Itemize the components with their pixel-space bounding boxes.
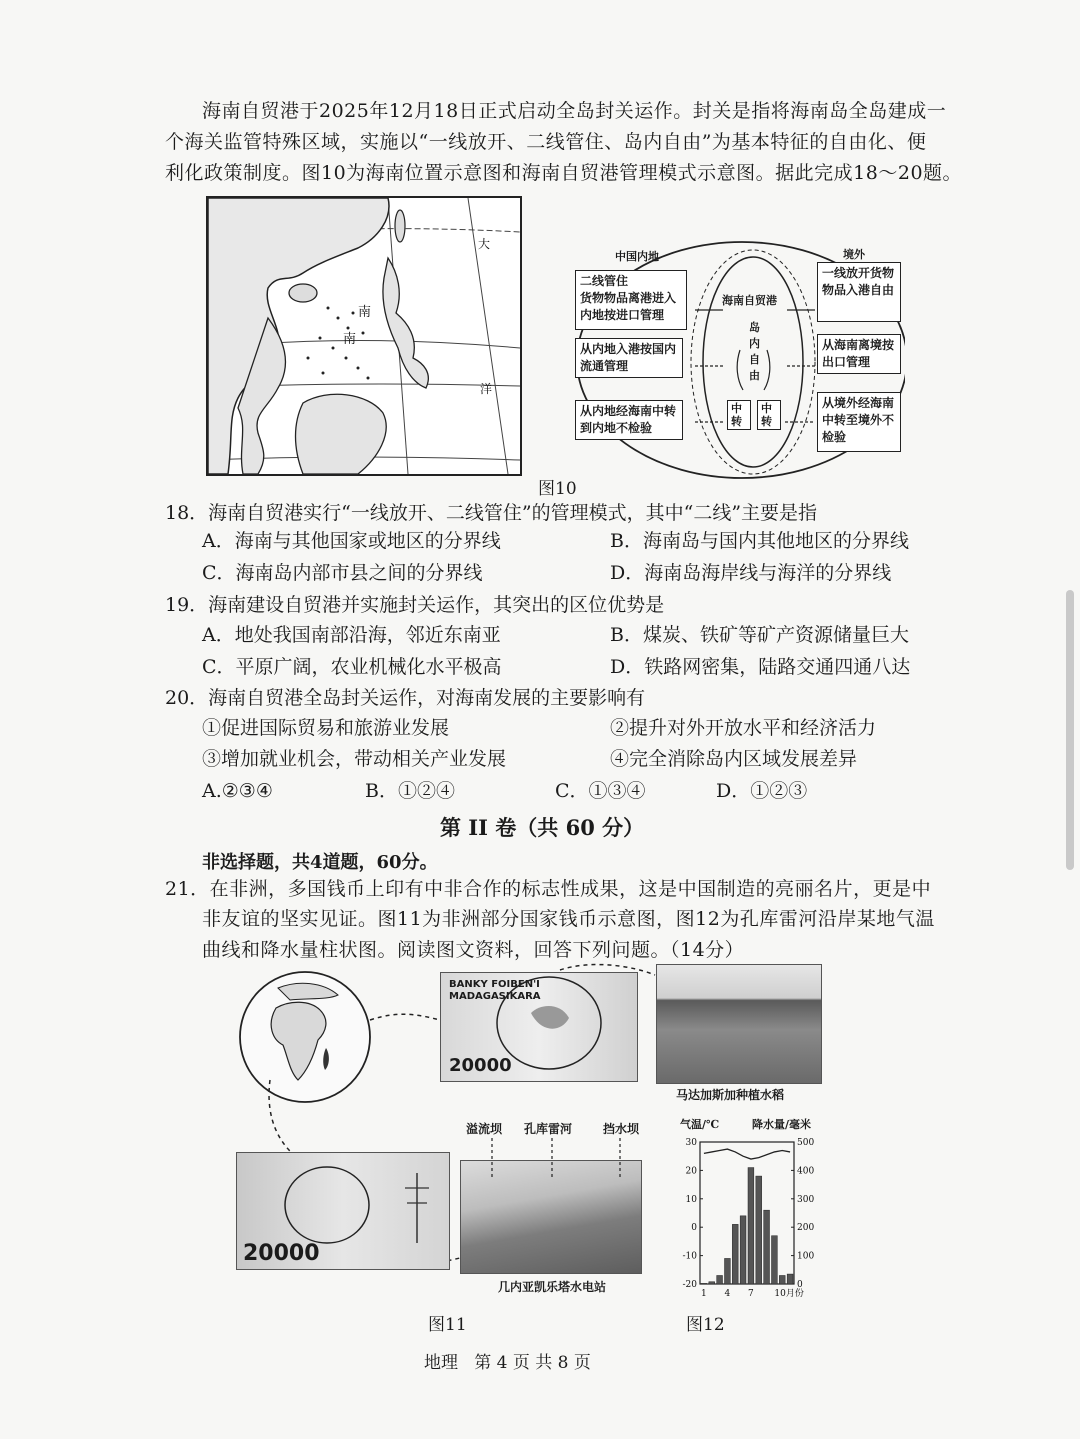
guinea-banknote-value: 20000: [243, 1241, 320, 1266]
precip-bar: [725, 1258, 731, 1284]
map-label-yang: 洋: [480, 382, 493, 396]
box-transit-mainland: 从内地经海南中转到内地不检验: [575, 400, 683, 440]
banknote-value: 20000: [449, 1055, 512, 1076]
chart-frame: [700, 1142, 794, 1284]
intro-line-1: 海南自贸港于2025年12月18日正式启动全岛封关运作。封关是指将海南岛全岛建成一: [202, 100, 947, 122]
label-mainland: 中国内地: [615, 250, 659, 263]
month-tick-label: 7: [748, 1289, 754, 1299]
label-konkoure-river: 孔库雷河: [524, 1122, 573, 1136]
box-leave-abroad: 从海南离境按出口管理: [817, 334, 901, 374]
temp-tick-label: 30: [685, 1138, 697, 1148]
q20-option-b: B．①②④: [365, 780, 455, 802]
temp-tick-label: 20: [685, 1166, 697, 1177]
box-transit-left: 中转: [727, 400, 751, 430]
precip-tick-label: 100: [797, 1251, 815, 1262]
q18-option-c: C．海南岛内部市县之间的分界线: [202, 562, 483, 584]
q19-stem: 19．海南建设自贸港并实施封关运作，其突出的区位优势是: [165, 594, 665, 616]
hainan-location-map: [206, 196, 522, 476]
month-tick-label: 1: [701, 1289, 707, 1299]
chart-ylabel-right: 降水量/毫米: [752, 1118, 812, 1131]
chart-ylabel-left: 气温/℃: [680, 1118, 720, 1131]
temp-tick-label: 10: [685, 1194, 697, 1205]
intro-line-3: 利化政策制度。图10为海南位置示意图和海南自贸港管理模式示意图。据此完成18～20题。: [165, 162, 963, 184]
label-ftp-center: 海南自贸港: [722, 294, 777, 307]
box-second-line: 二线管住 货物物品离港进入内地按进口管理: [575, 270, 687, 330]
temp-tick-label: -20: [682, 1280, 697, 1290]
precip-tick-label: 400: [797, 1166, 815, 1177]
map-label-da: 大: [478, 237, 491, 251]
precip-bar: [709, 1282, 715, 1284]
q21-line-1: 21．在非洲，多国钱币上印有中非合作的标志性成果，这是中国制造的亮丽名片，更是中: [165, 878, 932, 900]
section-2-title: 第 II 卷（共 60 分）: [440, 815, 645, 840]
precip-bar: [772, 1236, 778, 1284]
q20-stem: 20．海南自贸港全岛封关运作，对海南发展的主要影响有: [165, 687, 646, 709]
fig10-caption: 图10: [538, 479, 577, 499]
temperature-line: [704, 1149, 790, 1159]
precip-bar: [787, 1274, 793, 1284]
map-label-nan-2: 南: [343, 332, 357, 347]
precip-bar: [779, 1275, 785, 1284]
q19-option-b: B．煤炭、铁矿等矿产资源储量巨大: [610, 624, 909, 646]
q20-statement-4: ④完全消除岛内区域发展差异: [610, 748, 858, 770]
q20-statement-2: ②提升对外开放水平和经济活力: [610, 717, 877, 739]
q18-option-d: D．海南岛海岸线与海洋的分界线: [610, 562, 892, 584]
precip-bar: [701, 1283, 707, 1284]
hainan-ftp-diagram: [575, 240, 905, 480]
q20-statement-1: ①促进国际贸易和旅游业发展: [202, 717, 450, 739]
map-label-nan: 南: [358, 305, 372, 320]
precip-bar: [717, 1275, 723, 1284]
precip-tick-label: 300: [797, 1194, 815, 1205]
box-transit-right: 中转: [757, 400, 781, 430]
month-tick-label: 10月份: [774, 1289, 804, 1299]
precip-tick-label: 200: [797, 1223, 815, 1234]
fig11-caption: 图11: [428, 1315, 467, 1335]
precip-bar: [740, 1216, 746, 1284]
q21-line-3: 曲线和降水量柱状图。阅读图文资料，回答下列问题。（14分）: [202, 939, 745, 961]
box-transit-abroad: 从境外经海南中转至境外不检验: [817, 392, 901, 452]
fig12-caption: 图12: [686, 1315, 725, 1335]
q19-option-c: C．平原广阔，农业机械化水平极高: [202, 656, 502, 678]
box-from-mainland: 从内地入港按国内流通管理: [575, 338, 683, 378]
page-footer: 地理 第 4 页 共 8 页: [424, 1353, 591, 1373]
precip-bar: [756, 1176, 762, 1284]
q18-option-b: B．海南岛与国内其他地区的分界线: [610, 530, 909, 552]
banknote-country: MADAGASIKARA: [449, 991, 541, 1002]
rice-paddy-photo: [656, 964, 822, 1084]
label-abroad: 境外: [843, 248, 865, 261]
q18-stem: 18．海南自贸港实行“一线放开、二线管住”的管理模式，其中“二线”主要是指: [165, 502, 818, 524]
precip-bar: [732, 1224, 738, 1284]
rice-caption: 马达加斯加种植水稻: [676, 1088, 785, 1102]
q21-line-2: 非友谊的坚实见证。图11为非洲部分国家钱币示意图，图12为孔库雷河沿岸某地气温: [202, 908, 935, 930]
temp-tick-label: -10: [682, 1251, 697, 1262]
section-2-subtitle: 非选择题，共4道题，60分。: [202, 852, 438, 873]
q19-option-a: A．地处我国南部沿海，邻近东南亚: [202, 624, 501, 646]
box-first-line: 一线放开货物物品入港自由: [817, 262, 901, 322]
intro-line-2: 个海关监管特殊区域，实施以“一线放开、二线管住、岛内自由”为基本特征的自由化、便: [165, 131, 927, 153]
q20-option-d: D．①②③: [716, 780, 808, 802]
temp-tick-label: 0: [691, 1223, 697, 1234]
precip-bar: [748, 1168, 754, 1284]
scrollbar[interactable]: [1066, 590, 1074, 870]
precip-bar: [764, 1210, 770, 1284]
precip-tick-label: 500: [797, 1138, 815, 1148]
q20-option-a: A.②③④: [202, 780, 273, 802]
q19-option-d: D．铁路网密集，陆路交通四通八达: [610, 656, 911, 678]
precip-tick-label: 0: [797, 1280, 803, 1290]
q20-option-c: C．①③④: [555, 780, 646, 802]
q20-statement-3: ③增加就业机会，带动相关产业发展: [202, 748, 507, 770]
climate-chart: [672, 1116, 822, 1306]
label-island-free: 岛内自由: [749, 321, 760, 382]
month-tick-label: 4: [724, 1289, 731, 1299]
banknote-bank-name: BANKY FOIBEN'I: [449, 979, 540, 990]
guinea-banknote: [236, 1152, 450, 1270]
madagascar-banknote: [440, 972, 638, 1082]
q18-option-a: A．海南与其他国家或地区的分界线: [202, 530, 501, 552]
label-spillway: 溢流坝: [466, 1122, 503, 1136]
label-dam: 挡水坝: [603, 1122, 640, 1136]
hydropower-caption: 几内亚凯乐塔水电站: [498, 1280, 607, 1294]
